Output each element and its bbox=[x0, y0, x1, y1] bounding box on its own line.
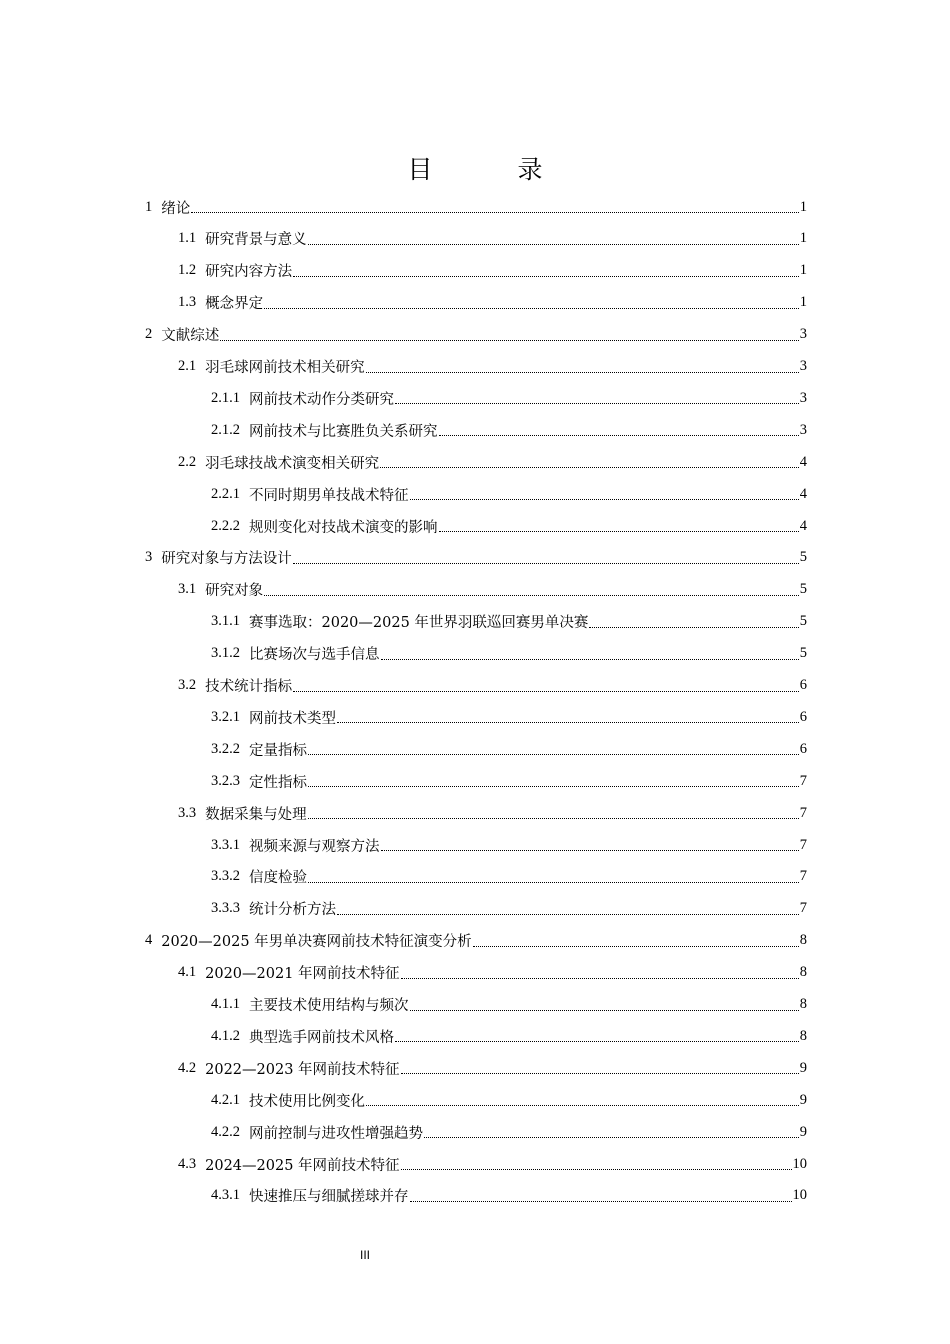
toc-entry-number: 1.3 bbox=[178, 294, 197, 311]
toc-entry-number: 4.2 bbox=[178, 1059, 197, 1076]
toc-entry[interactable] bbox=[211, 701, 807, 733]
toc-entry-page: 8 bbox=[799, 996, 807, 1012]
toc-entry-number: 4 bbox=[145, 932, 153, 949]
toc-dot-leader bbox=[366, 371, 799, 373]
toc-entry[interactable] bbox=[211, 1180, 807, 1212]
toc-dot-leader bbox=[439, 530, 799, 532]
toc-dot-leader bbox=[293, 562, 799, 564]
toc-entry[interactable] bbox=[211, 606, 807, 638]
toc-entry-title: 视频来源与观察方法 bbox=[249, 838, 380, 855]
toc-entry[interactable] bbox=[178, 1052, 807, 1084]
toc-dot-leader bbox=[381, 658, 799, 660]
toc-entry-title: 快速推压与细腻搓球并存 bbox=[249, 1189, 409, 1206]
toc-entry-number: 3.2.3 bbox=[211, 772, 240, 789]
toc-entry-title: 技术统计指标 bbox=[205, 679, 293, 695]
toc-entry-title: 统计分析方法 bbox=[249, 902, 336, 919]
toc-entry-title: 网前技术与比赛胜负关系研究 bbox=[249, 423, 438, 440]
toc-dot-leader bbox=[337, 913, 799, 915]
toc-dot-leader bbox=[366, 1104, 799, 1106]
toc-entry-page: 3 bbox=[799, 389, 807, 406]
toc-entry-page: 6 bbox=[799, 677, 807, 693]
toc-entry[interactable] bbox=[145, 925, 807, 957]
toc-dot-leader bbox=[381, 849, 799, 851]
toc-entry-title: 研究对象与方法设计 bbox=[161, 551, 292, 568]
toc-entry-number: 2.2 bbox=[178, 453, 197, 470]
toc-entry[interactable] bbox=[178, 957, 807, 989]
toc-entry[interactable] bbox=[211, 765, 807, 797]
toc-dot-leader bbox=[401, 1072, 799, 1074]
toc-entry-number: 4.1.2 bbox=[211, 1027, 240, 1044]
toc-dot-leader bbox=[424, 1136, 799, 1138]
toc-dot-leader bbox=[264, 307, 799, 309]
toc-dot-leader bbox=[337, 721, 799, 723]
toc-entry[interactable] bbox=[178, 670, 807, 702]
toc-entry-page: 7 bbox=[799, 900, 807, 917]
toc-entry-title: 2020—2021 年网前技术特征 bbox=[205, 966, 400, 983]
toc-entry-title: 信度检验 bbox=[249, 870, 307, 887]
toc-entry-page: 6 bbox=[799, 708, 807, 725]
toc-entry-number: 3.2.1 bbox=[211, 708, 240, 725]
toc-entry[interactable] bbox=[211, 861, 807, 893]
toc-entry-title: 2022—2023 年网前技术特征 bbox=[205, 1061, 400, 1078]
toc-entry-title: 主要技术使用结构与频次 bbox=[249, 998, 409, 1014]
toc-entry-title: 典型选手网前技术风格 bbox=[249, 1029, 394, 1046]
toc-entry-number: 3.3.1 bbox=[211, 836, 240, 853]
toc-entry[interactable] bbox=[211, 510, 807, 542]
toc-dot-leader bbox=[401, 1168, 792, 1170]
toc-entry-page: 7 bbox=[799, 804, 807, 821]
toc-entry-title: 网前技术类型 bbox=[249, 710, 336, 727]
toc-entry-page: 10 bbox=[792, 1155, 807, 1172]
toc-entry-page: 7 bbox=[799, 868, 807, 885]
toc-entry[interactable] bbox=[178, 797, 807, 829]
toc-entry[interactable] bbox=[211, 414, 807, 446]
toc-entry[interactable] bbox=[211, 829, 807, 861]
toc-entry-number: 2 bbox=[145, 326, 153, 343]
toc-entry-page: 3 bbox=[799, 326, 807, 343]
toc-entry-title: 研究对象 bbox=[205, 583, 264, 600]
toc-entry-page: 1 bbox=[799, 198, 807, 215]
toc-entry-page: 9 bbox=[799, 1123, 807, 1140]
toc-entry-number: 2.1 bbox=[178, 358, 197, 374]
toc-entry-title: 赛事选取：2020—2025 年世界羽联巡回赛男单决赛 bbox=[249, 615, 589, 632]
toc-entry-title: 文献综述 bbox=[161, 328, 220, 345]
toc-entry-page: 9 bbox=[799, 1059, 807, 1076]
toc-entry-number: 3.3.3 bbox=[211, 900, 240, 917]
toc-entry-page: 5 bbox=[799, 581, 807, 598]
toc-entry-title: 定量指标 bbox=[249, 742, 307, 759]
toc-entry-page: 5 bbox=[799, 549, 807, 566]
toc-entry-page: 4 bbox=[799, 453, 807, 470]
toc-entry-number: 2.1.1 bbox=[211, 389, 240, 406]
toc-entry-page: 1 bbox=[799, 230, 807, 247]
toc-entry[interactable] bbox=[211, 1084, 807, 1116]
toc-dot-leader bbox=[395, 402, 799, 404]
toc-entry-number: 2.2.1 bbox=[211, 485, 240, 502]
toc-entry[interactable] bbox=[178, 223, 807, 255]
toc-entry-title: 2020—2025 年男单决赛网前技术特征演变分析 bbox=[161, 934, 472, 951]
toc-entry-number: 1.2 bbox=[178, 262, 197, 279]
toc-entry-title: 研究内容方法 bbox=[205, 264, 293, 281]
toc-entry-number: 4.1 bbox=[178, 964, 197, 981]
toc-entry-number: 4.2.1 bbox=[211, 1091, 240, 1108]
toc-dot-leader bbox=[473, 945, 799, 947]
toc-entry-number: 3.1.2 bbox=[211, 645, 240, 662]
page-title: 目 录 bbox=[407, 155, 573, 184]
toc-entry-title: 规则变化对技战术演变的影响 bbox=[249, 519, 438, 536]
toc-dot-leader bbox=[220, 339, 799, 341]
toc-entry-title: 定性指标 bbox=[249, 774, 307, 791]
toc-entry[interactable] bbox=[178, 255, 807, 287]
toc-entry-number: 2.2.2 bbox=[211, 517, 240, 534]
toc-dot-leader bbox=[308, 817, 799, 819]
toc-entry-page: 9 bbox=[799, 1091, 807, 1108]
toc-dot-leader bbox=[308, 753, 799, 755]
toc-entry[interactable] bbox=[211, 989, 807, 1021]
toc-dot-leader bbox=[308, 243, 799, 245]
toc-entry-page: 5 bbox=[799, 645, 807, 662]
toc-entry-number: 4.3.1 bbox=[211, 1187, 240, 1204]
toc-entry-title: 网前控制与进攻性增强趋势 bbox=[249, 1125, 423, 1142]
toc-entry[interactable] bbox=[178, 287, 807, 319]
toc-entry-page: 7 bbox=[799, 772, 807, 789]
toc-entry[interactable] bbox=[211, 382, 807, 414]
toc-entry[interactable] bbox=[211, 478, 807, 510]
toc-dot-leader bbox=[293, 275, 799, 277]
toc-entry-number: 3.2 bbox=[178, 677, 197, 693]
toc-entry-page: 4 bbox=[799, 485, 807, 502]
toc-entry[interactable] bbox=[211, 1020, 807, 1052]
toc-entry-number: 3.1.1 bbox=[211, 613, 240, 630]
toc-entry-title: 技术使用比例变化 bbox=[249, 1093, 365, 1110]
toc-dot-leader bbox=[439, 434, 799, 436]
toc-entry-title: 概念界定 bbox=[205, 296, 264, 313]
toc-dot-leader bbox=[410, 1009, 799, 1011]
toc-dot-leader bbox=[410, 498, 799, 500]
toc-dot-leader bbox=[264, 594, 799, 596]
toc-entry[interactable] bbox=[145, 542, 807, 574]
toc-dot-leader bbox=[191, 211, 799, 213]
toc-entry-page: 1 bbox=[799, 262, 807, 279]
toc-entry[interactable] bbox=[178, 574, 807, 606]
toc-entry-title: 比赛场次与选手信息 bbox=[249, 647, 380, 664]
toc-entry-page: 1 bbox=[799, 294, 807, 311]
toc-entry-number: 3.3 bbox=[178, 804, 197, 821]
toc-entry[interactable] bbox=[178, 1148, 807, 1180]
toc-entry-title: 绪论 bbox=[161, 200, 191, 217]
toc-entry[interactable] bbox=[211, 638, 807, 670]
toc-entry-page: 3 bbox=[799, 421, 807, 438]
toc-entry-page: 8 bbox=[799, 964, 807, 981]
toc-entry-page: 3 bbox=[799, 358, 807, 374]
toc-dot-leader bbox=[293, 690, 799, 692]
toc-entry-page: 10 bbox=[792, 1187, 807, 1204]
toc-entry-page: 8 bbox=[799, 1027, 807, 1044]
page-number: III bbox=[359, 1248, 370, 1262]
toc-entry-number: 3.3.2 bbox=[211, 868, 240, 885]
toc-entry-page: 6 bbox=[799, 740, 807, 757]
toc-entry[interactable] bbox=[178, 351, 807, 383]
toc-entry-number: 3 bbox=[145, 549, 153, 566]
toc-entry-number: 4.1.1 bbox=[211, 996, 240, 1012]
toc-entry-title: 2024—2025 年网前技术特征 bbox=[205, 1157, 400, 1174]
toc-entry-title: 网前技术动作分类研究 bbox=[249, 391, 394, 408]
toc-entry-number: 3.1 bbox=[178, 581, 197, 598]
toc-entry-page: 5 bbox=[799, 613, 807, 630]
toc-dot-leader bbox=[380, 466, 799, 468]
toc-entry-page: 8 bbox=[799, 932, 807, 949]
toc-dot-leader bbox=[589, 626, 798, 628]
toc-entry-number: 4.3 bbox=[178, 1155, 197, 1172]
toc-dot-leader bbox=[401, 977, 799, 979]
toc-entry-title: 不同时期男单技战术特征 bbox=[249, 487, 409, 504]
toc-entry-title: 研究背景与意义 bbox=[205, 232, 307, 249]
toc-entry-number: 4.2.2 bbox=[211, 1123, 240, 1140]
toc-entry-title: 羽毛球技战术演变相关研究 bbox=[205, 455, 380, 472]
toc-entry[interactable] bbox=[145, 319, 807, 351]
toc-entry-page: 7 bbox=[799, 836, 807, 853]
toc-entry-number: 1.1 bbox=[178, 230, 197, 247]
toc-entry[interactable] bbox=[145, 191, 807, 223]
toc-entry[interactable] bbox=[178, 446, 807, 478]
toc-entry-number: 2.1.2 bbox=[211, 421, 240, 438]
toc-dot-leader bbox=[395, 1040, 799, 1042]
toc-entry-number: 1 bbox=[145, 198, 153, 215]
toc-dot-leader bbox=[308, 881, 799, 883]
toc-dot-leader bbox=[410, 1200, 792, 1202]
toc-entry-number: 3.2.2 bbox=[211, 740, 240, 757]
toc-entry-title: 羽毛球网前技术相关研究 bbox=[205, 360, 365, 376]
toc-entry[interactable] bbox=[211, 893, 807, 925]
toc-entry[interactable] bbox=[211, 1116, 807, 1148]
toc-entry-title: 数据采集与处理 bbox=[205, 806, 307, 823]
toc-entry-page: 4 bbox=[799, 517, 807, 534]
toc-dot-leader bbox=[308, 785, 799, 787]
toc-entry[interactable] bbox=[211, 733, 807, 765]
